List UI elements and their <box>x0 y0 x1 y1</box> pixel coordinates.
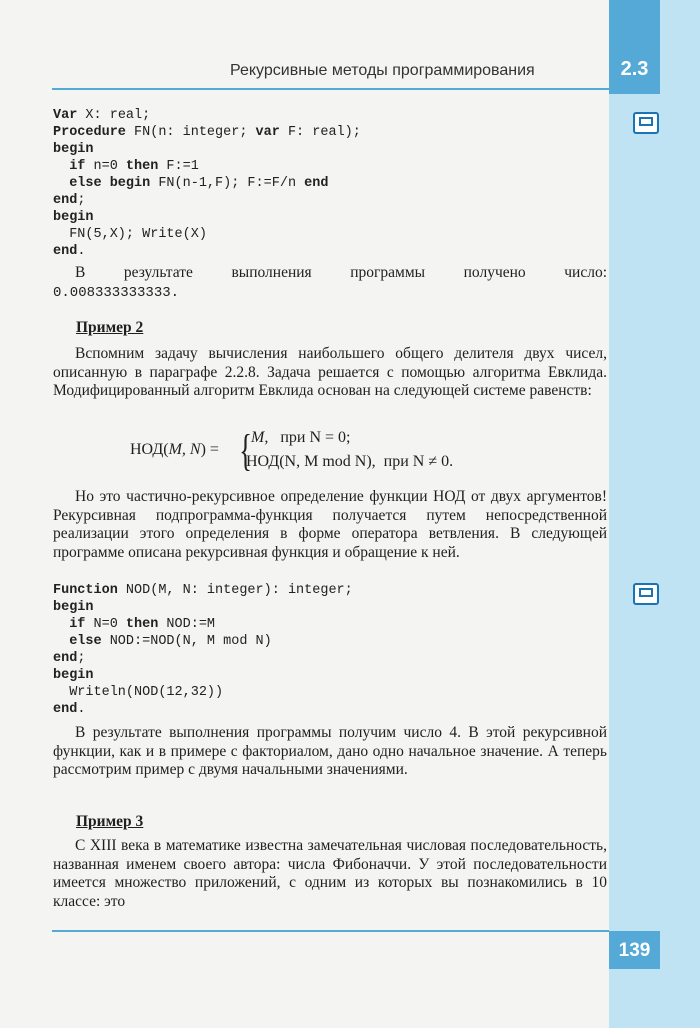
code-text: F: real); <box>279 125 361 140</box>
code-text: FN(5,X); Write(X) <box>53 227 207 242</box>
code-keyword: if <box>69 159 86 174</box>
code-text: NOD(M, N: integer): integer; <box>117 583 353 598</box>
code-keyword: else begin <box>69 176 151 191</box>
code-keyword: begin <box>53 668 94 683</box>
result-paragraph-1 <box>53 264 607 302</box>
code-line <box>53 616 353 633</box>
code-line <box>53 701 353 718</box>
code-line <box>53 226 361 243</box>
code-keyword: Function <box>53 583 118 598</box>
section-number: 2.3 <box>620 58 649 80</box>
code-keyword: end <box>53 651 78 666</box>
result-text: В результате выполнения программы получено число: <box>75 264 607 281</box>
code-keyword: end <box>53 193 78 208</box>
formula-case-2: НОД(N, M mod N), при N ≠ 0. <box>246 453 454 470</box>
code-line <box>53 633 353 650</box>
code-text: FN(n-1,F); F:=F/n <box>150 176 305 191</box>
code-text: NOD:=NOD(N, M mod N) <box>101 634 272 649</box>
code-text: X: real; <box>77 108 151 123</box>
code-line <box>53 158 361 175</box>
code-text: ; <box>77 651 86 666</box>
code-keyword: Procedure <box>53 125 126 140</box>
page-number: 139 <box>618 940 651 961</box>
example-2-heading: Пример 2 <box>76 319 144 336</box>
code-text: F:=1 <box>158 159 199 174</box>
formula-lhs: НОД(M, N) = <box>130 441 219 458</box>
code-text: N=0 <box>85 617 126 632</box>
code-line <box>53 667 353 684</box>
code-text: n=0 <box>85 159 126 174</box>
code-text: . <box>77 702 86 717</box>
result-value: 0.008333333333. <box>53 284 180 301</box>
code-line <box>53 650 353 667</box>
code-text: . <box>77 244 86 259</box>
code-listing-gcd <box>53 582 353 718</box>
paragraph-3: В результате выполнения программы получим число 4. В этой рекурсивной функции, как и в примере с факториалом, дано одно начальное значение. А теперь рассмотрим пример с двумя начальными значениями. <box>53 724 607 778</box>
code-listing-factorial <box>53 107 361 260</box>
code-keyword: begin <box>53 210 94 225</box>
formula-case-1: M, при N = 0; <box>251 429 351 446</box>
code-line <box>53 192 361 209</box>
code-keyword: then <box>125 159 159 174</box>
code-text: FN(n: integer; <box>125 125 256 140</box>
example-3-text: С XIII века в математике известна замечательная числовая последовательность, названная именем своего автора: числа Фибоначчи. У этой последовательности имеется множество приложений, с одним из которых вы познакомились в 10 классе: это <box>53 837 607 910</box>
code-keyword: end <box>304 176 329 191</box>
paragraph-2: Но это частично-рекурсивное определение функции НОД от двух аргументов! Рекурсивная подпрограмма-функция получается путем непосредственной реализации этого определения в форме оператора ветвления. В следующей программе описана рекурсивная функция и обращение к ней. <box>53 488 607 561</box>
code-text: NOD:=M <box>158 617 216 632</box>
code-keyword: if <box>69 617 86 632</box>
code-line <box>53 107 361 124</box>
code-keyword: begin <box>53 142 94 157</box>
code-keyword: begin <box>53 600 94 615</box>
code-text: ; <box>77 193 86 208</box>
code-keyword: end <box>53 244 78 259</box>
formula-brace: { <box>239 426 252 475</box>
header-rule <box>52 88 609 90</box>
code-line <box>53 582 353 599</box>
computer-icon <box>633 583 659 605</box>
footer-rule <box>52 930 609 932</box>
code-keyword: end <box>53 702 78 717</box>
code-line <box>53 243 361 260</box>
code-text <box>53 159 69 174</box>
running-header: Рекурсивные методы программирования <box>230 62 535 79</box>
code-line <box>53 141 361 158</box>
code-text <box>53 634 69 649</box>
code-line <box>53 599 353 616</box>
code-keyword: else <box>69 634 102 649</box>
computer-icon <box>633 112 659 134</box>
example-2-text: Вспомним задачу вычисления наибольшего общего делителя двух чисел, описанную в параграфе 2.2.8. Задача решается с помощью алгоритма Евклида. Модифицированный алгоритм Евклида основан на следующей системе равенств: <box>53 345 607 399</box>
code-line <box>53 209 361 226</box>
code-text: Writeln(NOD(12,32)) <box>53 685 224 700</box>
code-text <box>53 617 69 632</box>
code-keyword: var <box>255 125 280 140</box>
code-text <box>53 176 69 191</box>
example-3-heading: Пример 3 <box>76 813 144 830</box>
code-keyword: then <box>125 617 159 632</box>
code-line <box>53 124 361 141</box>
code-line <box>53 175 361 192</box>
code-keyword: Var <box>53 108 78 123</box>
side-strip <box>609 0 700 1028</box>
code-line <box>53 684 353 701</box>
